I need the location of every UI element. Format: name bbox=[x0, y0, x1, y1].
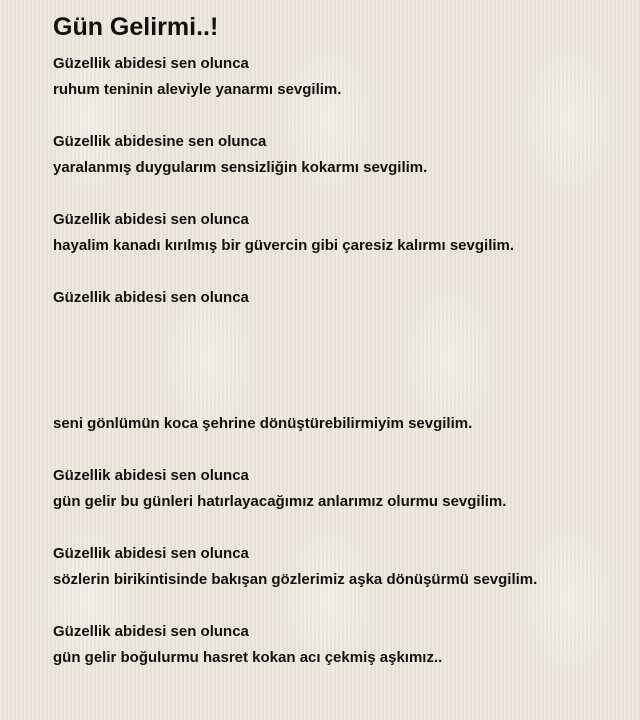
poem-line: Güzellik abidesi sen olunca bbox=[53, 289, 249, 306]
poem-line: gün gelir bu günleri hatırlayacağımız anlarımız olurmu sevgilim. bbox=[53, 493, 507, 510]
poem-line: Güzellik abidesi sen olunca bbox=[53, 545, 249, 562]
poem-line: yaralanmış duygularım sensizliğin kokarmı sevgilim. bbox=[53, 159, 428, 176]
poem-line: Güzellik abidesi sen olunca bbox=[53, 55, 249, 72]
poem-line: gün gelir boğulurmu hasret kokan acı çekmiş aşkımız.. bbox=[53, 649, 443, 666]
poem-line: Güzellik abidesine sen olunca bbox=[53, 133, 267, 150]
poem-line: Güzellik abidesi sen olunca bbox=[53, 623, 249, 640]
poem-line: Güzellik abidesi sen olunca bbox=[53, 467, 249, 484]
poem-line: Güzellik abidesi sen olunca bbox=[53, 211, 249, 228]
poem-title: Gün Gelirmi..! bbox=[53, 13, 219, 41]
poem-line: seni gönlümün koca şehrine dönüştürebilirmiyim sevgilim. bbox=[53, 415, 473, 432]
poem-line: ruhum teninin aleviyle yanarmı sevgilim. bbox=[53, 81, 342, 98]
poem-line: hayalim kanadı kırılmış bir güvercin gibi çaresiz kalırmı sevgilim. bbox=[53, 237, 515, 254]
poem-line: sözlerin birikintisinde bakışan gözlerimiz aşka dönüşürmü sevgilim. bbox=[53, 571, 538, 588]
